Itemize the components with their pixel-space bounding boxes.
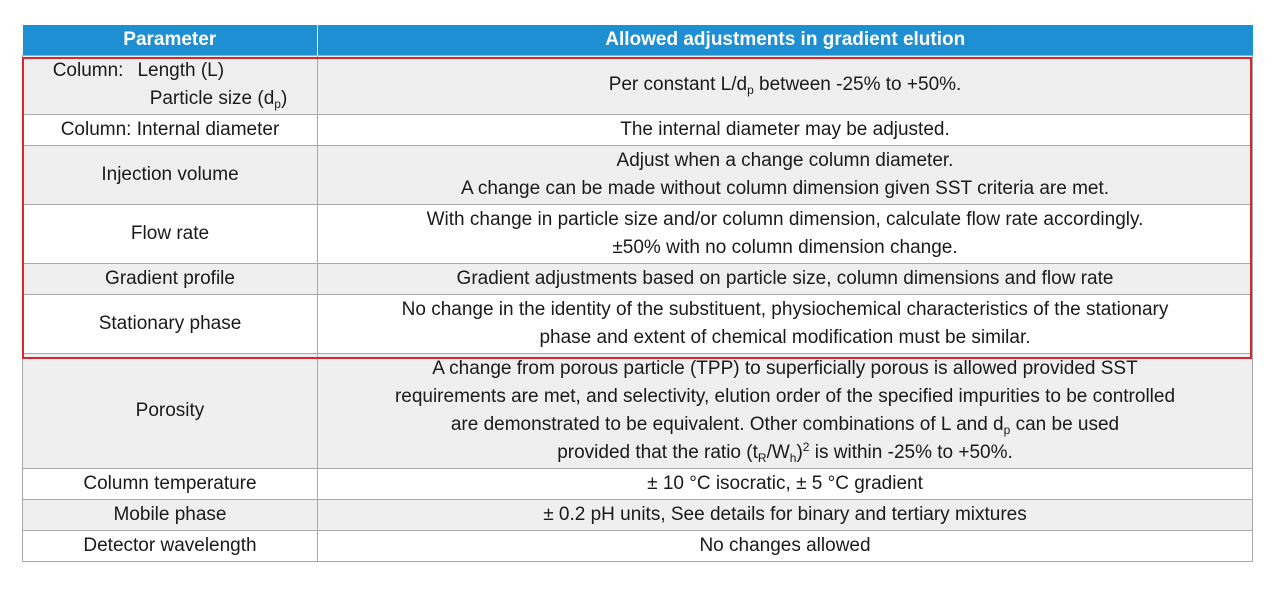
adj-cell-flow-rate	[318, 205, 1253, 264]
adj-flow-line-1: With change in particle size and/or column dimension, calculate flow rate accordingly.	[426, 209, 1144, 230]
adj-porosity-line-4-subscript-h: h	[789, 451, 797, 465]
table-row-flow-rate	[23, 205, 1253, 264]
table-row-gradient-profile	[23, 264, 1253, 295]
adj-porosity-line-4d: is within -25% to +50%.	[809, 442, 1013, 463]
adj-column-dims-a: Per constant L/d	[608, 74, 748, 95]
param-cell-internal-diameter: Column: Internal diameter	[23, 115, 318, 146]
particle-size-close: )	[280, 88, 288, 109]
column-prefix: Column:	[52, 60, 124, 81]
adj-porosity-line-3a: are demonstrated to be equivalent. Other combinations of L and d	[450, 414, 1004, 435]
adj-porosity-line-3-subscript: p	[1003, 423, 1011, 437]
adj-porosity-line-2: requirements are met, and selectivity, elution order of the specified impurities to be controlled	[394, 386, 1176, 407]
particle-size-label: Particle size (d	[149, 88, 275, 109]
adj-cell-porosity	[318, 354, 1253, 469]
adj-porosity-line-4b: /W	[766, 442, 790, 463]
param-cell-injection-volume: Injection volume	[23, 146, 318, 205]
param-cell-column-dimensions	[23, 56, 318, 115]
adj-cell-column-dimensions	[318, 56, 1253, 115]
column-length-label: Length (L)	[137, 60, 225, 81]
adj-porosity-line-4-superscript: 2	[802, 440, 810, 454]
adj-cell-detector-wavelength: No changes allowed	[318, 531, 1253, 562]
column-dimension-labels	[53, 57, 288, 113]
adj-stationary-line-1: No change in the identity of the substituent, physiochemical characteristics of the stationary	[401, 299, 1169, 320]
table-row-stationary-phase	[23, 295, 1253, 354]
gradient-elution-adjustments-table	[22, 25, 1253, 562]
param-cell-porosity: Porosity	[23, 354, 318, 469]
column-length-line	[53, 57, 288, 85]
adj-porosity-line-4a: provided that the ratio (t	[557, 442, 758, 463]
table-row-porosity	[23, 354, 1253, 469]
param-cell-flow-rate: Flow rate	[23, 205, 318, 264]
param-cell-detector-wavelength: Detector wavelength	[23, 531, 318, 562]
particle-size-subscript: p	[274, 97, 281, 111]
table-row-column-dimensions	[23, 56, 1253, 115]
adj-porosity-line-4c: )	[796, 442, 803, 463]
adj-column-dims-subscript: p	[747, 83, 754, 97]
table-row-column-temperature	[23, 469, 1253, 500]
adj-cell-injection-volume	[318, 146, 1253, 205]
adj-flow-line-2: ±50% with no column dimension change.	[612, 237, 958, 258]
adj-porosity-line-3b: can be used	[1010, 414, 1120, 435]
adj-cell-column-temperature: ± 10 °C isocratic, ± 5 °C gradient	[318, 469, 1253, 500]
adj-injection-line-1: Adjust when a change column diameter.	[616, 150, 954, 171]
param-cell-gradient-profile: Gradient profile	[23, 264, 318, 295]
table-row-internal-diameter	[23, 115, 1253, 146]
table-row-mobile-phase	[23, 500, 1253, 531]
adj-cell-internal-diameter: The internal diameter may be adjusted.	[318, 115, 1253, 146]
table-row-detector-wavelength	[23, 531, 1253, 562]
adj-column-dims-b: between -25% to +50%.	[753, 74, 962, 95]
adjustments-table-container	[22, 25, 1252, 562]
param-cell-mobile-phase: Mobile phase	[23, 500, 318, 531]
param-cell-stationary-phase: Stationary phase	[23, 295, 318, 354]
adj-injection-line-2: A change can be made without column dimension given SST criteria are met.	[460, 178, 1110, 199]
particle-size-line	[53, 85, 288, 113]
adj-stationary-line-2: phase and extent of chemical modification must be similar.	[539, 327, 1031, 348]
header-row	[23, 25, 1253, 56]
param-cell-column-temperature: Column temperature	[23, 469, 318, 500]
adj-cell-gradient-profile: Gradient adjustments based on particle size, column dimensions and flow rate	[318, 264, 1253, 295]
header-parameter: Parameter	[23, 25, 318, 56]
table-row-injection-volume	[23, 146, 1253, 205]
adj-porosity-line-1: A change from porous particle (TPP) to superficially porous is allowed provided SST	[432, 358, 1138, 379]
adj-cell-mobile-phase: ± 0.2 pH units, See details for binary and tertiary mixtures	[318, 500, 1253, 531]
adj-cell-stationary-phase	[318, 295, 1253, 354]
adj-porosity-line-4-subscript-r: R	[757, 451, 767, 465]
header-adjustments: Allowed adjustments in gradient elution	[318, 25, 1253, 56]
